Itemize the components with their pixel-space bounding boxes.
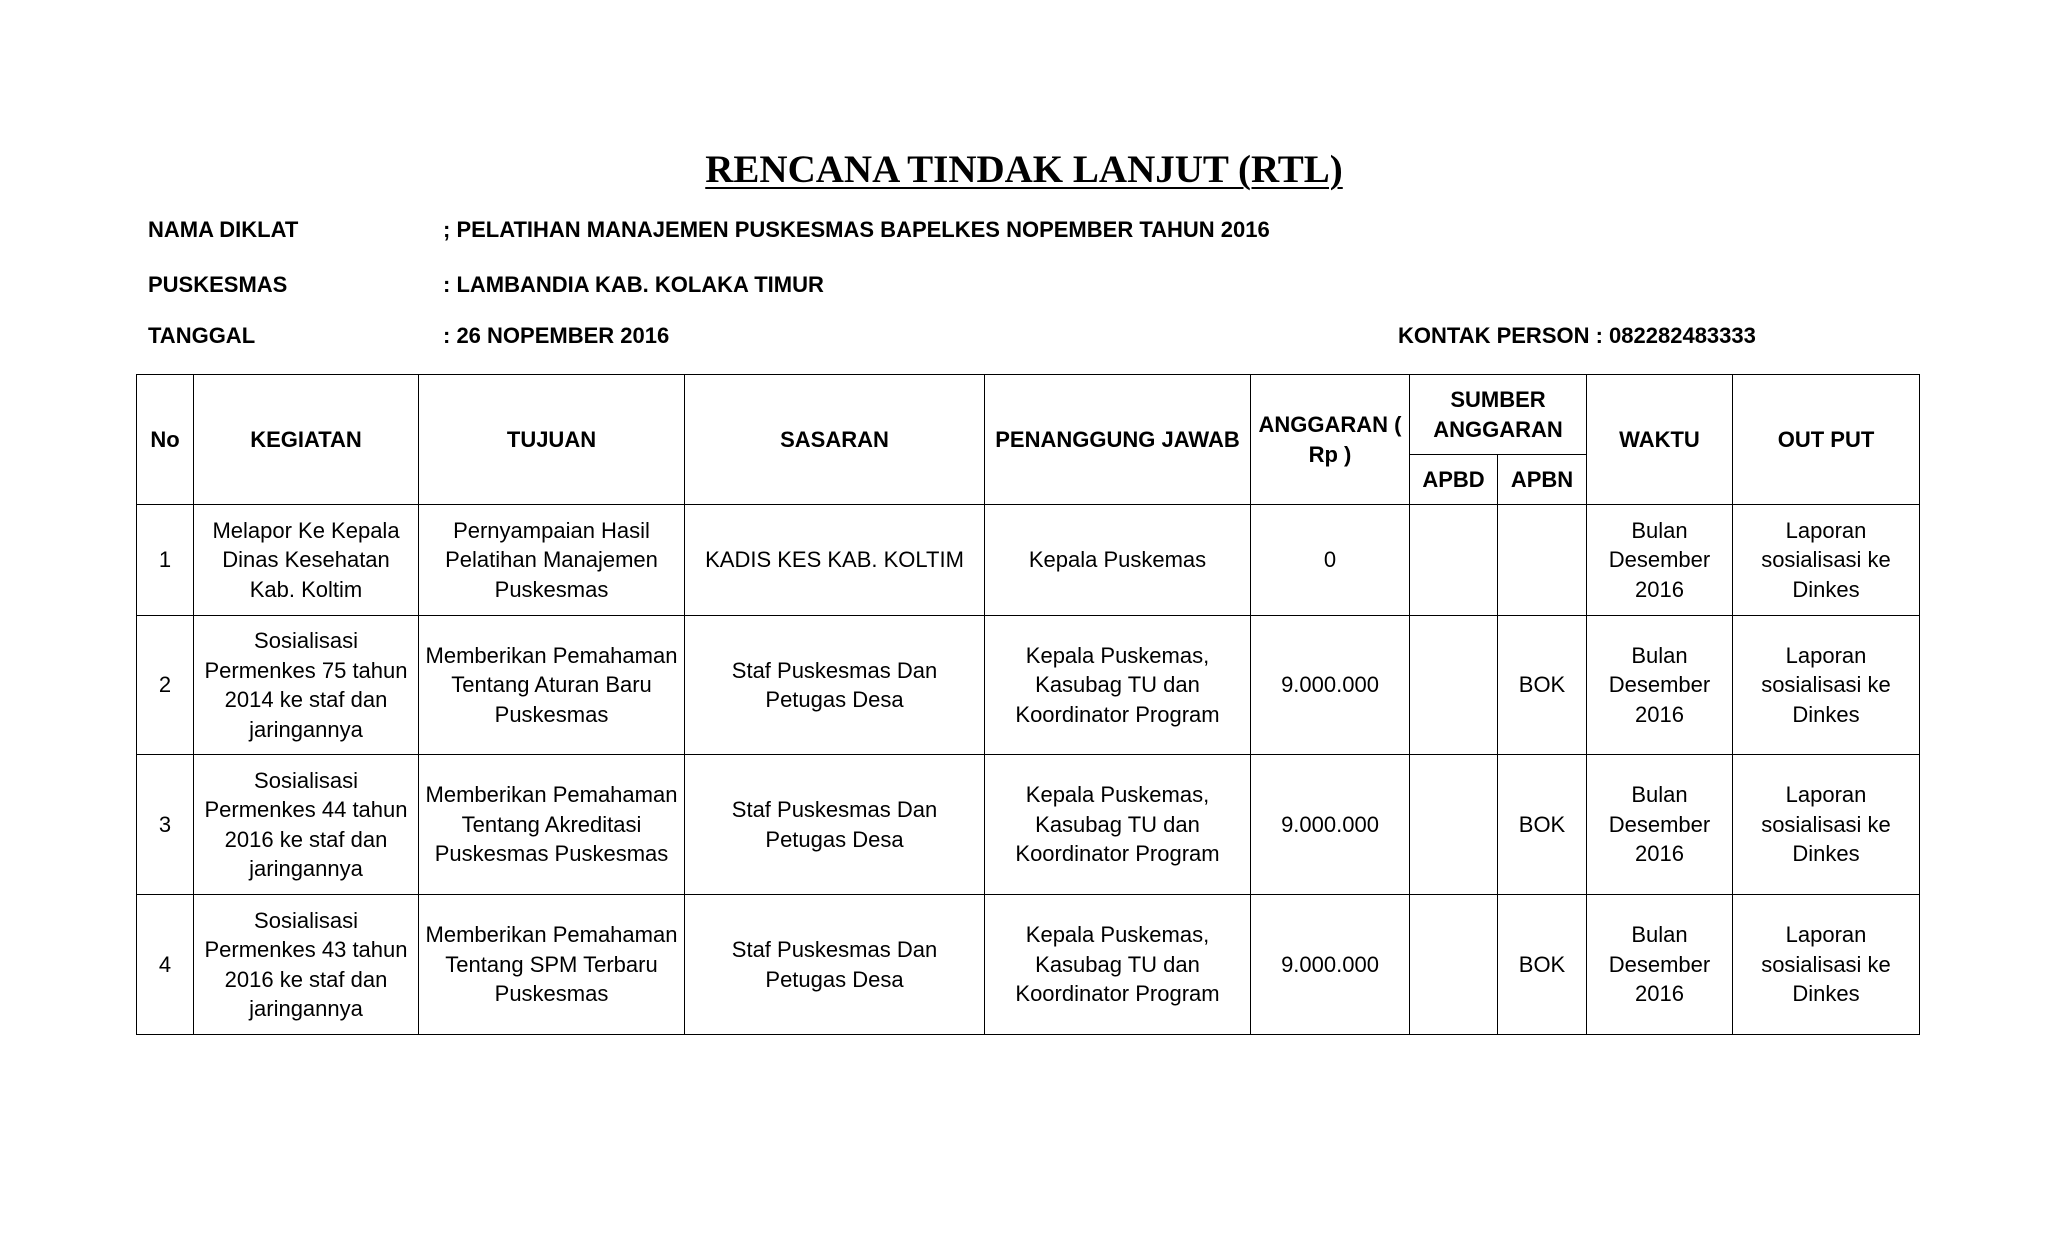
header-apbd: APBD bbox=[1410, 455, 1498, 505]
header-tujuan: TUJUAN bbox=[419, 375, 685, 505]
cell-anggaran: 0 bbox=[1251, 505, 1410, 616]
cell-output: Laporan sosialisasi ke Dinkes bbox=[1733, 895, 1920, 1035]
cell-tujuan: Memberikan Pemahaman Tentang Akreditasi Puskesmas Puskesmas bbox=[419, 755, 685, 895]
header-sasaran: SASARAN bbox=[685, 375, 985, 505]
cell-apbn bbox=[1498, 505, 1587, 616]
header-penanggung-jawab: PENANGGUNG JAWAB bbox=[985, 375, 1251, 505]
puskesmas-value: : LAMBANDIA KAB. KOLAKA TIMUR bbox=[443, 272, 824, 297]
cell-sasaran: Staf Puskesmas Dan Petugas Desa bbox=[685, 895, 985, 1035]
cell-sasaran: KADIS KES KAB. KOLTIM bbox=[685, 505, 985, 616]
cell-anggaran: 9.000.000 bbox=[1251, 616, 1410, 755]
tanggal-label: TANGGAL bbox=[148, 323, 256, 348]
cell-apbd bbox=[1410, 895, 1498, 1035]
cell-anggaran: 9.000.000 bbox=[1251, 755, 1410, 895]
cell-no: 2 bbox=[137, 616, 194, 755]
cell-apbd bbox=[1410, 755, 1498, 895]
table-row bbox=[137, 616, 1920, 755]
nama-diklat-label: NAMA DIKLAT bbox=[148, 217, 299, 242]
cell-no: 1 bbox=[137, 505, 194, 616]
cell-kegiatan: Sosialisasi Permenkes 43 tahun 2016 ke staf dan jaringannya bbox=[194, 895, 419, 1035]
document-title: RENCANA TINDAK LANJUT (RTL) bbox=[705, 148, 1343, 191]
cell-sasaran: Staf Puskesmas Dan Petugas Desa bbox=[685, 755, 985, 895]
cell-kegiatan: Sosialisasi Permenkes 75 tahun 2014 ke staf dan jaringannya bbox=[194, 616, 419, 755]
header-kegiatan: KEGIATAN bbox=[194, 375, 419, 505]
cell-penanggung-jawab: Kepala Puskemas, Kasubag TU dan Koordinator Program bbox=[985, 755, 1251, 895]
cell-tujuan: Memberikan Pemahaman Tentang SPM Terbaru Puskesmas bbox=[419, 895, 685, 1035]
tanggal-value: : 26 NOPEMBER 2016 bbox=[443, 323, 670, 348]
cell-output: Laporan sosialisasi ke Dinkes bbox=[1733, 755, 1920, 895]
cell-anggaran: 9.000.000 bbox=[1251, 895, 1410, 1035]
kontak-person: KONTAK PERSON : 082282483333 bbox=[1398, 323, 1756, 348]
puskesmas-label: PUSKESMAS bbox=[148, 272, 288, 297]
cell-output: Laporan sosialisasi ke Dinkes bbox=[1733, 505, 1920, 616]
cell-waktu: Bulan Desember 2016 bbox=[1587, 895, 1733, 1035]
cell-apbn: BOK bbox=[1498, 755, 1587, 895]
rtl-table bbox=[136, 374, 1920, 1035]
header-no: No bbox=[137, 375, 194, 505]
table-row bbox=[137, 505, 1920, 616]
table-row bbox=[137, 755, 1920, 895]
cell-kegiatan: Sosialisasi Permenkes 44 tahun 2016 ke staf dan jaringannya bbox=[194, 755, 419, 895]
header-waktu: WAKTU bbox=[1587, 375, 1733, 505]
cell-no: 4 bbox=[137, 895, 194, 1035]
table-row bbox=[137, 895, 1920, 1035]
cell-kegiatan: Melapor Ke Kepala Dinas Kesehatan Kab. Koltim bbox=[194, 505, 419, 616]
cell-output: Laporan sosialisasi ke Dinkes bbox=[1733, 616, 1920, 755]
table-header-row bbox=[137, 375, 1920, 455]
cell-apbn: BOK bbox=[1498, 616, 1587, 755]
cell-penanggung-jawab: Kepala Puskemas bbox=[985, 505, 1251, 616]
cell-waktu: Bulan Desember 2016 bbox=[1587, 505, 1733, 616]
cell-tujuan: Memberikan Pemahaman Tentang Aturan Baru Puskesmas bbox=[419, 616, 685, 755]
nama-diklat-value: ; PELATIHAN MANAJEMEN PUSKESMAS BAPELKES NOPEMBER TAHUN 2016 bbox=[443, 217, 1270, 242]
cell-no: 3 bbox=[137, 755, 194, 895]
cell-sasaran: Staf Puskesmas Dan Petugas Desa bbox=[685, 616, 985, 755]
header-apbn: APBN bbox=[1498, 455, 1587, 505]
header-sumber-anggaran: SUMBER ANGGARAN bbox=[1410, 375, 1587, 455]
cell-apbd bbox=[1410, 505, 1498, 616]
cell-apbd bbox=[1410, 616, 1498, 755]
cell-waktu: Bulan Desember 2016 bbox=[1587, 755, 1733, 895]
cell-apbn: BOK bbox=[1498, 895, 1587, 1035]
cell-penanggung-jawab: Kepala Puskemas, Kasubag TU dan Koordinator Program bbox=[985, 895, 1251, 1035]
cell-tujuan: Pernyampaian Hasil Pelatihan Manajemen Puskesmas bbox=[419, 505, 685, 616]
cell-waktu: Bulan Desember 2016 bbox=[1587, 616, 1733, 755]
header-anggaran: ANGGARAN ( Rp ) bbox=[1251, 375, 1410, 505]
header-output: OUT PUT bbox=[1733, 375, 1920, 505]
cell-penanggung-jawab: Kepala Puskemas, Kasubag TU dan Koordinator Program bbox=[985, 616, 1251, 755]
